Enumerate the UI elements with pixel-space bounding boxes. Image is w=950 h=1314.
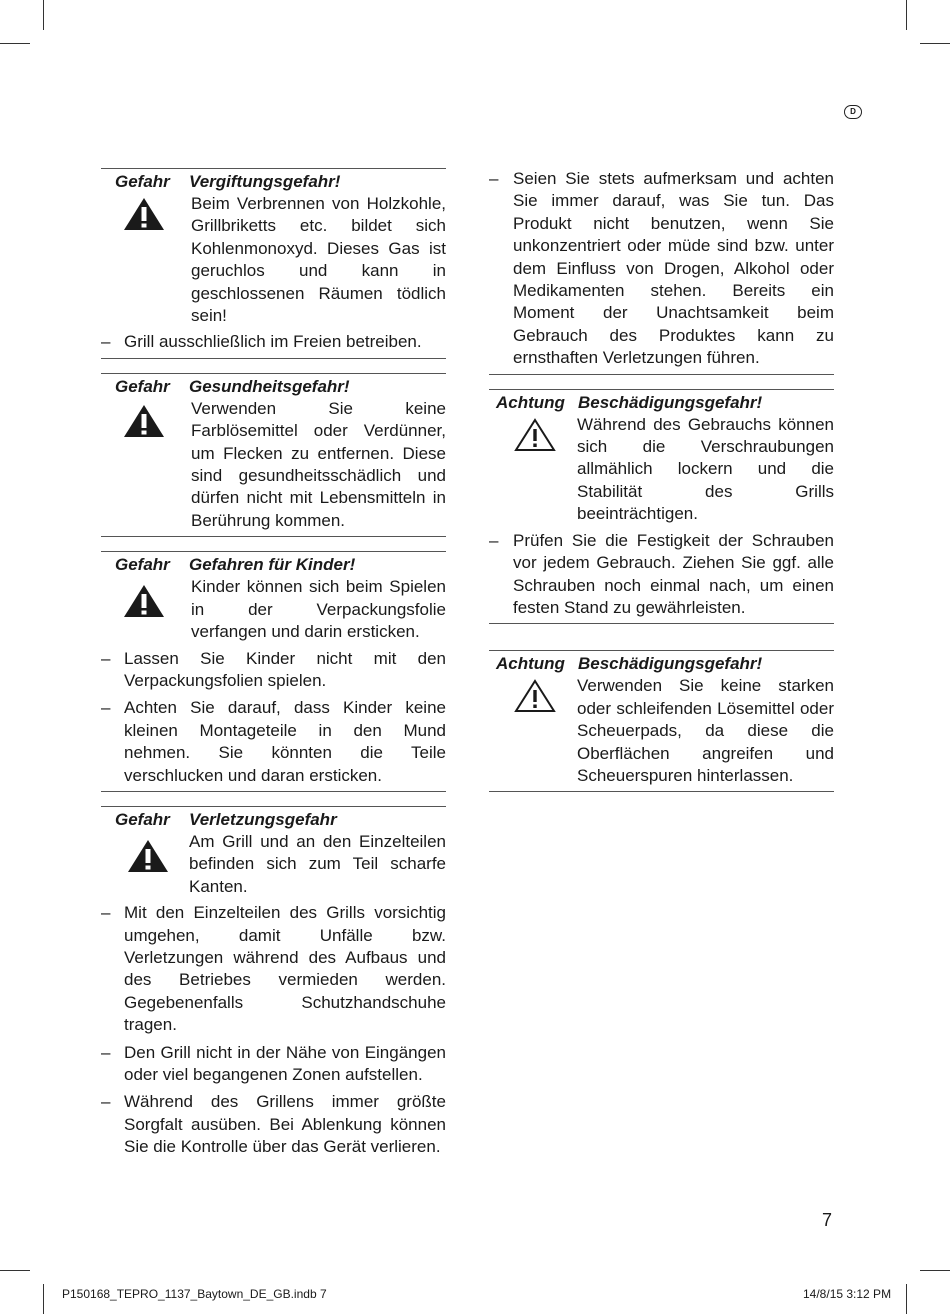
list-item (101, 1042, 446, 1087)
list-item (489, 530, 834, 620)
dash: – (101, 332, 111, 352)
crop-mark (920, 1270, 950, 1271)
divider (101, 551, 446, 552)
list-item (489, 168, 834, 370)
list-item-text: Prüfen Sie die Festigkeit der Schrauben vor jedem Gebrauch. Ziehen Sie ggf. alle Schrauben noch einmal nach, um einen festen Stand zu gewährleisten. (513, 530, 834, 617)
crop-mark (0, 1270, 30, 1271)
list-item-text: Seien Sie stets aufmerksam und achten Sie immer darauf, was Sie tun. Das Produkt nicht benutzen, wenn Sie unkonzentriert oder müde sind bzw. unter dem Einfluss von Drogen, Alkohol oder Medikamenten stehen. Bereits ein Moment der Unachtsamkeit beim Gebrauch des Produktes kann zu ernsthaften Verletzungen führen. (513, 169, 834, 368)
warning-injury (101, 809, 446, 898)
warning-damage-cleaning (489, 653, 834, 787)
right-column (489, 168, 834, 792)
warning-poisoning (101, 171, 446, 327)
caution-icon (514, 418, 556, 452)
list-item-text: Mit den Einzelteilen des Grills vorsichtig umgehen, damit Unfälle bzw. Verletzungen während des Aufbaus und des Betriebes vermieden werden. Gegebenenfalls Schutzhandschuhe tragen. (124, 903, 446, 1035)
list-item-text: Während des Grillens immer größte Sorgfalt ausüben. Bei Ablenkung können Sie die Kontrolle über das Gerät verlieren. (124, 1092, 446, 1157)
crop-mark (906, 0, 907, 30)
list-item-text: Den Grill nicht in der Nähe von Eingängen oder viel begangenen Zonen aufstellen. (124, 1042, 446, 1084)
divider (489, 623, 834, 624)
warning-text: Während des Gebrauchs können sich die Verschraubungen allmählich lockern und die Stabilität des Grills beeinträchtigen. (577, 414, 834, 524)
list-item-text: Grill ausschließlich im Freien betreiben. (124, 332, 422, 352)
crop-mark (906, 1284, 907, 1314)
dash: – (489, 169, 499, 188)
divider (101, 168, 446, 169)
divider (101, 373, 446, 374)
warning-title: Beschädigungsgefahr! (578, 392, 763, 412)
list-item-text: Lassen Sie Kinder nicht mit den Verpackungsfolien spielen. (124, 648, 446, 690)
warning-kind: Achtung (496, 392, 565, 412)
crop-mark (920, 43, 950, 44)
page-number: 7 (822, 1210, 833, 1230)
divider (101, 536, 446, 537)
crop-mark (43, 0, 44, 30)
dash: – (101, 698, 111, 718)
crop-mark (43, 1284, 44, 1314)
warning-health (101, 376, 446, 532)
dash: – (101, 1092, 111, 1112)
list-item-text: Achten Sie darauf, dass Kinder keine kleinen Montageteile in den Mund nehmen. Sie könnten die Teile verschlucken und daran ersticken. (124, 698, 446, 785)
danger-icon (127, 839, 169, 873)
danger-icon (123, 584, 165, 618)
warning-title: Gefahren für Kinder! (189, 555, 356, 575)
warning-kind: Gefahr (115, 376, 170, 396)
language-badge: D (844, 105, 862, 119)
warning-kind: Gefahr (115, 809, 170, 829)
print-slug-date: 14/8/15 3:12 PM (803, 1287, 892, 1301)
list-item (101, 331, 446, 353)
dash: – (101, 903, 111, 923)
divider (489, 791, 834, 792)
list-item (101, 902, 446, 1036)
warning-title: Vergiftungsgefahr! (189, 172, 341, 191)
warning-text: Verwenden Sie keine starken oder schleifenden Lösemittel oder Scheuerpads, da diese die Oberflächen angreifen und Scheuerspuren hinterlassen. (577, 676, 834, 785)
warning-title: Beschädigungsgefahr! (578, 654, 763, 674)
warning-children (101, 554, 446, 643)
warning-text: Am Grill und an den Einzelteilen befinden sich zum Teil scharfe Kanten. (189, 831, 446, 896)
caution-icon (514, 679, 556, 713)
warning-kind: Achtung (496, 654, 565, 674)
warning-text: Kinder können sich beim Spielen in der Verpackungsfolie verfangen und darin ersticken. (191, 577, 446, 642)
divider (489, 389, 834, 390)
divider (101, 358, 446, 359)
list-item (101, 1091, 446, 1158)
divider (489, 650, 834, 651)
left-column (101, 168, 446, 1159)
dash: – (101, 1042, 111, 1062)
warning-kind: Gefahr (115, 555, 170, 575)
divider (101, 791, 446, 792)
warning-damage (489, 392, 834, 526)
divider (489, 374, 834, 375)
dash: – (489, 530, 499, 550)
list-item (101, 648, 446, 693)
danger-icon (123, 404, 165, 438)
dash: – (101, 648, 111, 668)
divider (101, 806, 446, 807)
danger-icon (123, 197, 165, 231)
warning-kind: Gefahr (115, 172, 170, 191)
warning-title: Verletzungsgefahr (189, 809, 337, 829)
warning-text: Beim Verbrennen von Holzkohle, Grillbriketts etc. bildet sich Kohlenmonoxyd. Dieses Gas ist geruchlos und kann in geschlossenen Räumen tödlich sein! (191, 194, 446, 326)
list-item (101, 697, 446, 787)
warning-title: Gesundheitsgefahr! (189, 376, 350, 396)
crop-mark (0, 43, 30, 44)
warning-text: Verwenden Sie keine Farblösemittel oder Verdünner, um Flecken zu entfernen. Diese sind gesundheitsschädlich und dürfen nicht mit Lebensmitteln in Berührung kommen. (191, 398, 446, 530)
print-slug-file: P150168_TEPRO_1137_Baytown_DE_GB.indb 7 (62, 1287, 327, 1301)
